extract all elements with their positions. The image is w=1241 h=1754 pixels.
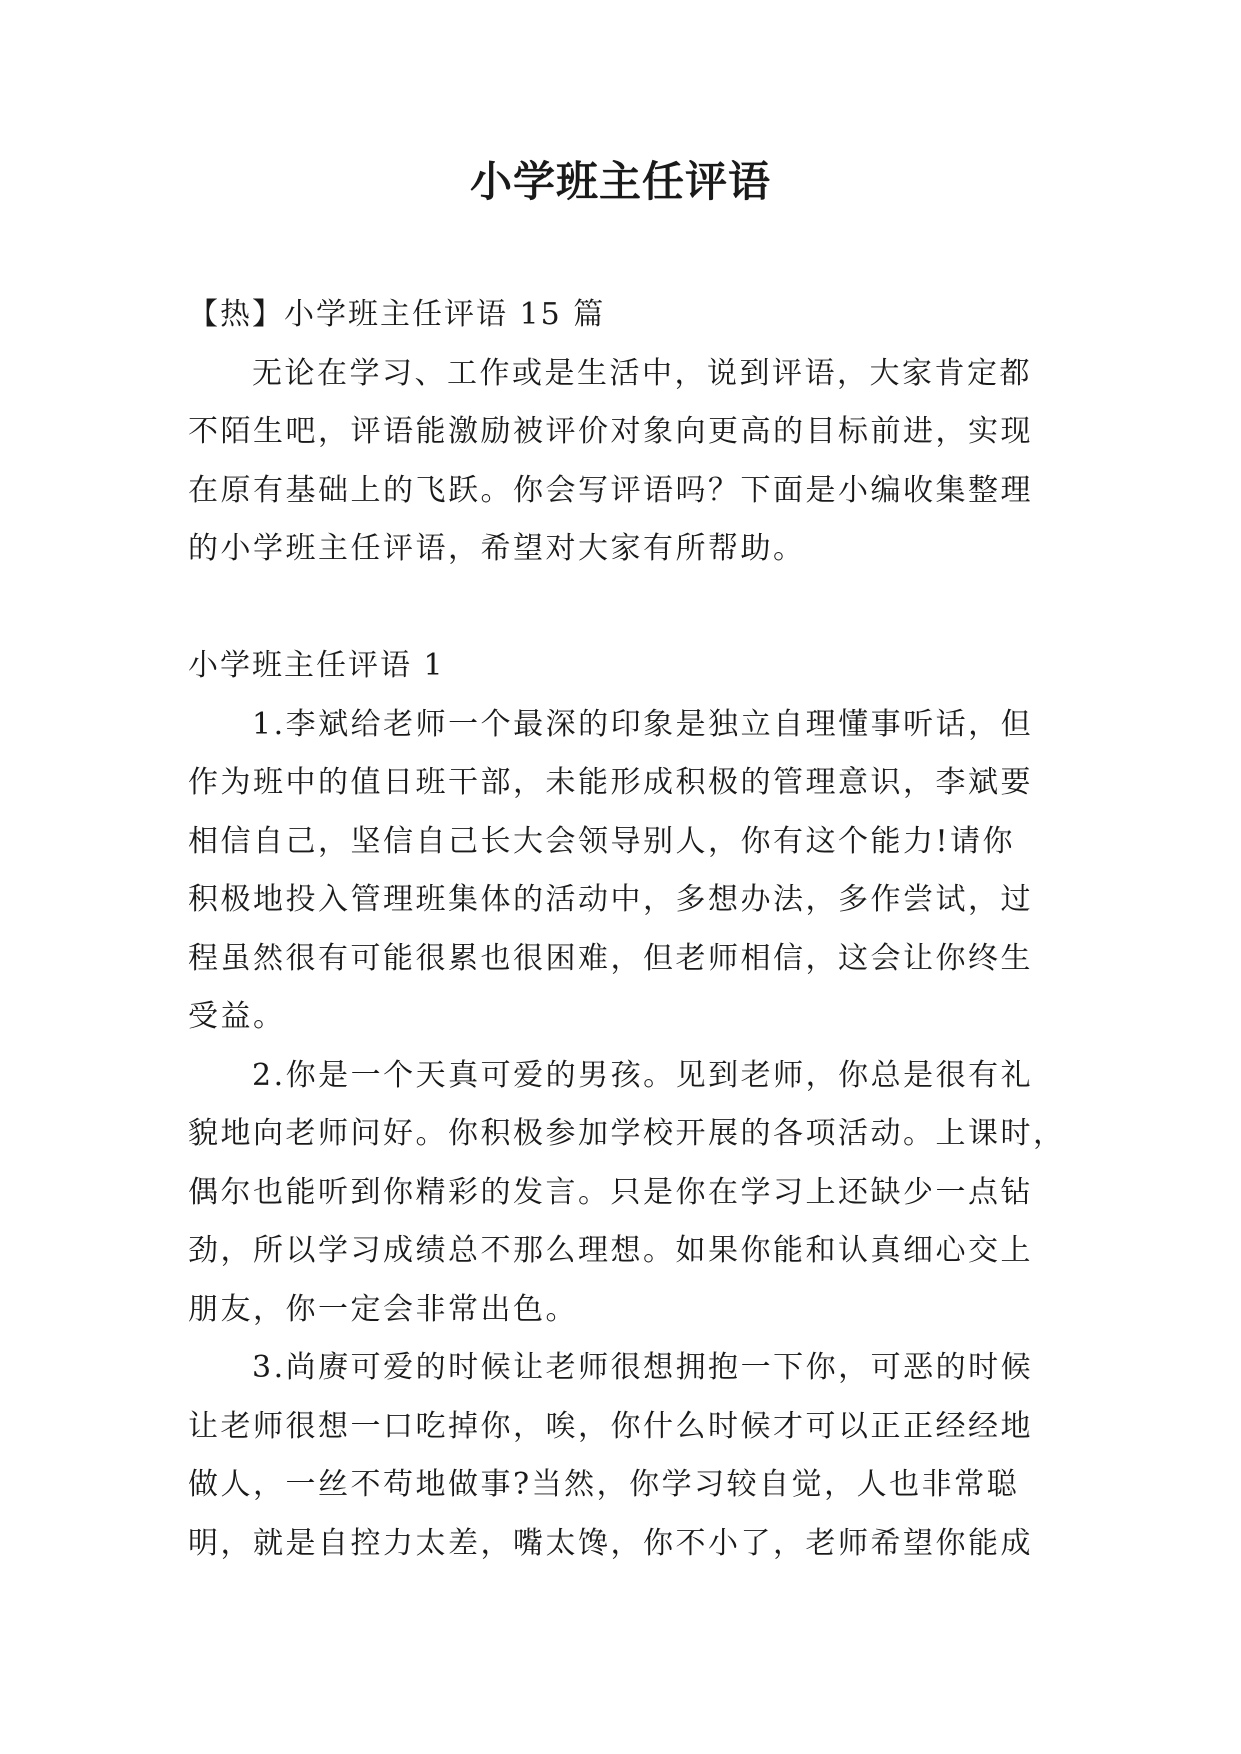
blank-line	[188, 579, 1054, 638]
intro-line: 不陌生吧，评语能激励被评价对象向更高的目标前进，实现	[188, 414, 1033, 449]
item-2-line: 2.你是一个天真可爱的男孩。见到老师，你总是很有礼	[252, 1057, 1034, 1093]
intro-line: 无论在学习、工作或是生活中，说到评语，大家肯定都	[252, 355, 1032, 391]
item-3-line: 让老师很想一口吃掉你，唉，你什么时候才可以正正经经地	[188, 1408, 1033, 1444]
item-2-line: 朋友，你一定会非常出色。	[188, 1291, 578, 1327]
document-title: 小学班主任评语	[469, 157, 771, 206]
document-heading: 【热】小学班主任评语 15 篇	[188, 297, 606, 332]
item-1-line: 受益。	[188, 999, 286, 1034]
item-1-line: 程虽然很有可能很累也很困难，但老师相信，这会让你终生	[188, 940, 1033, 976]
item-2-line: 劲，所以学习成绩总不那么理想。如果你能和认真细心交上	[188, 1233, 1033, 1268]
item-1-line: 作为班中的值日班干部，未能形成积极的管理意识，李斌要	[188, 765, 1033, 800]
document-body	[188, 286, 1066, 1573]
item-3-line: 做人，一丝不苟地做事?当然，你学习较自觉，人也非常聪	[188, 1467, 1020, 1502]
section-title: 小学班主任评语 1	[188, 648, 445, 683]
item-3-line: 明，就是自控力太差，嘴太馋，你不小了，老师希望你能成	[188, 1525, 1033, 1561]
item-3-line: 3.尚赓可爱的时候让老师很想拥抱一下你，可恶的时候	[252, 1350, 1034, 1385]
intro-line: 在原有基础上的飞跃。你会写评语吗？下面是小编收集整理	[188, 472, 1033, 508]
intro-line: 的小学班主任评语，希望对大家有所帮助。	[188, 531, 806, 566]
item-2-line: 偶尔也能听到你精彩的发言。只是你在学习上还缺少一点钻	[188, 1174, 1033, 1210]
item-1-line: 积极地投入管理班集体的活动中，多想办法，多作尝试，过	[188, 882, 1033, 917]
item-2-line: 貌地向老师问好。你积极参加学校开展的各项活动。上课时，	[188, 1116, 1066, 1151]
item-1-line: 相信自己，坚信自己长大会领导别人，你有这个能力!请你	[188, 823, 1016, 859]
item-1-line: 1.李斌给老师一个最深的印象是独立自理懂事听话，但	[252, 706, 1034, 742]
